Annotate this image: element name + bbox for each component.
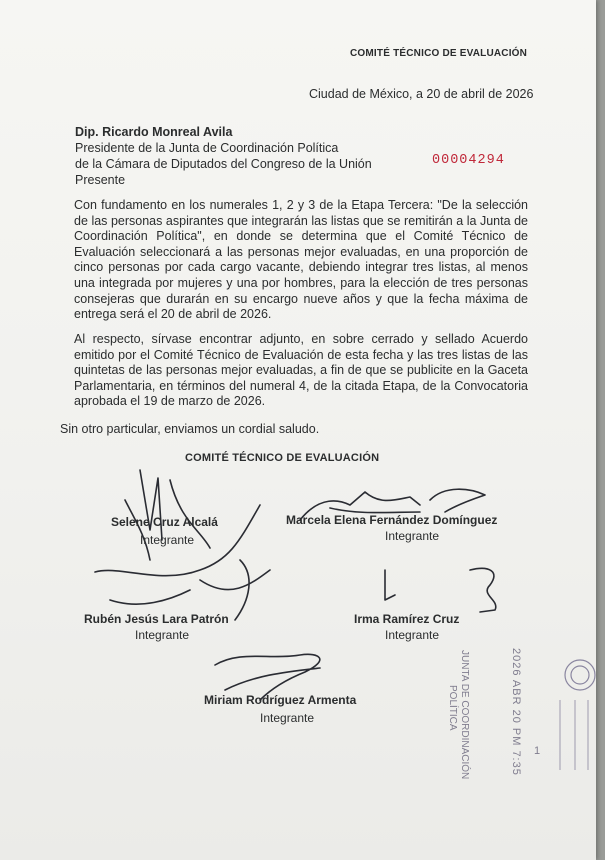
signer-role-4: Integrante xyxy=(385,628,440,642)
signer-name-5: Miriam Rodríguez Armenta xyxy=(204,693,357,707)
date-line: Ciudad de México, a 20 de abril de 2026 xyxy=(309,87,534,101)
recipient-name-text: Dip. Ricardo Monreal Avila xyxy=(75,125,233,139)
signer-name-4: Irma Ramírez Cruz xyxy=(354,612,460,626)
signer-role-5: Integrante xyxy=(260,711,315,725)
body-paragraph-1: Con fundamento en los numerales 1, 2 y 3 de la Etapa Tercera: "De la selección de las personas aspirantes que integrarán las listas que se remitirán a la Junta de Coordinación Política", en donde se determina que el Comité Técnico de Evaluación seleccionará a las personas mejor evaluadas, en una proporción de cinco personas por cada cargo vacante, debiendo integrar tres listas, al menos una integrada por mujeres y una por hombres, para la elección de tres personas consejeras que durarán en su encargo nueve años y que la fecha máxima de entrega será el 20 de abril de 2026. xyxy=(74,198,528,322)
signer-name-3: Rubén Jesús Lara Patrón xyxy=(84,612,229,626)
stamp-count: 1 xyxy=(534,745,541,757)
folio-number: 00004294 xyxy=(432,153,505,168)
closing-line: Sin otro particular, enviamos un cordial saludo. xyxy=(60,422,320,436)
recipient-line2: de la Cámara de Diputados del Congreso de la Unión xyxy=(75,157,372,171)
recipient-line3: Presente xyxy=(75,173,126,187)
signer-role-2: Integrante xyxy=(385,529,440,543)
stamp-datetime: 2026 ABR 20 PM 7:35 xyxy=(510,648,522,776)
signer-role-1: Integrante xyxy=(140,533,195,547)
signature-block-title: COMITÉ TÉCNICO DE EVALUACIÓN xyxy=(185,452,380,464)
signer-role-3: Integrante xyxy=(135,628,190,642)
recipient-line1: Presidente de la Junta de Coordinación Política xyxy=(75,141,339,155)
stamp-line1: JUNTA DE COORDINACIÓN xyxy=(459,650,470,780)
letterhead-committee: COMITÉ TÉCNICO DE EVALUACIÓN xyxy=(350,48,528,59)
signer-name-1: Selene Cruz Alcalá xyxy=(111,515,218,529)
body-paragraph-2: Al respecto, sírvase encontrar adjunto, en sobre cerrado y sellado Acuerdo emitido por el Comité Técnico de Evaluación de esta fecha y las tres listas de las quintetas de las personas mejor evaluadas, a fin de que se publicite en la Gaceta Parlamentaria, en términos del numeral 4, de la citada Etapa, de la Convocatoria aprobada el 19 de marzo de 2026. xyxy=(74,332,528,409)
stamp-line2: POLÍTICA xyxy=(447,685,458,731)
signer-name-2: Marcela Elena Fernández Domínguez xyxy=(286,513,498,527)
